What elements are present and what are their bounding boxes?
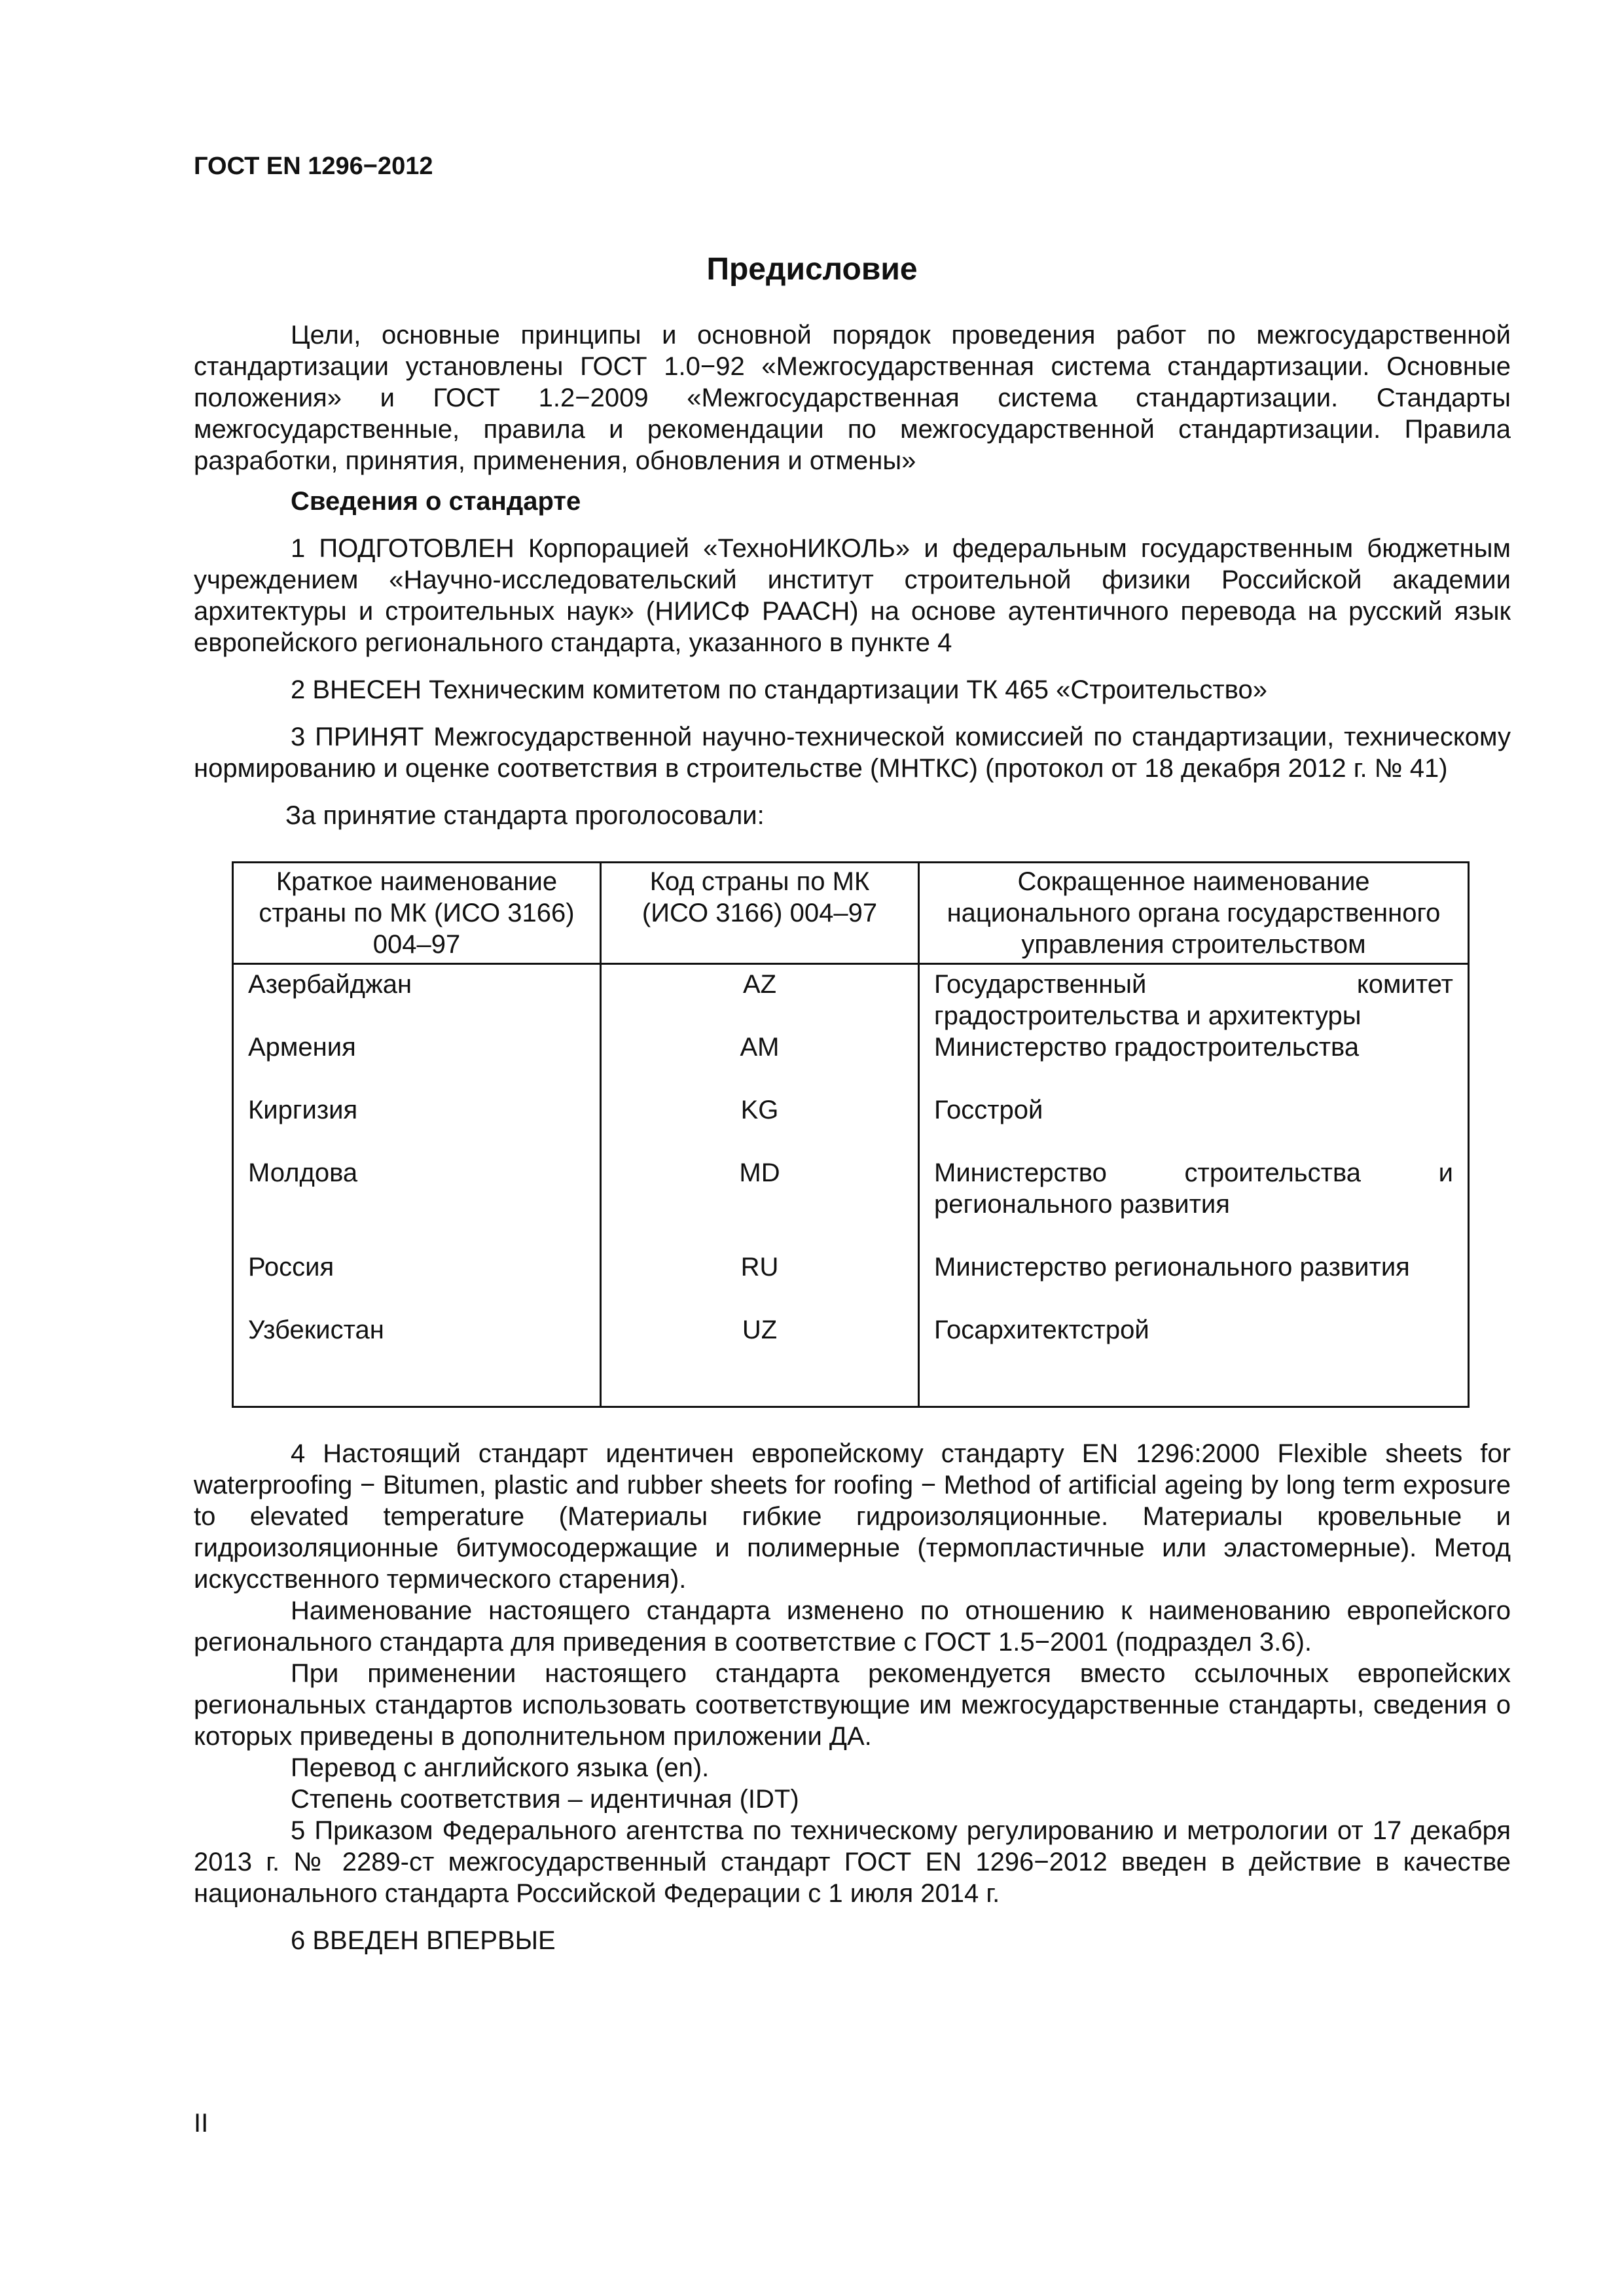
section-heading: Сведения о стандарте bbox=[291, 487, 581, 516]
table-row bbox=[233, 1314, 1469, 1407]
table-row bbox=[233, 1157, 1469, 1251]
country-cell: Молдова bbox=[233, 1157, 601, 1251]
degree-line: Степень соответствия – идентичная (IDT) bbox=[291, 1785, 799, 1814]
translation-line: Перевод с английского языка (en). bbox=[291, 1753, 710, 1782]
member-states-table bbox=[232, 861, 1470, 1408]
item-6-paragraph: 6 ВВЕДЕН ВПЕРВЫЕ bbox=[291, 1926, 556, 1955]
code-cell: UZ bbox=[601, 1314, 919, 1407]
page-number: II bbox=[194, 2109, 209, 2138]
header-body: Сокращенное наименование национального органа государственного управления строительством bbox=[919, 863, 1469, 964]
table-row bbox=[233, 964, 1469, 1032]
references-paragraph: При применении настоящего стандарта рекомендуется вместо ссылочных европейских региональных стандартов использовать соответствующие им межгосударственные стандарты, сведения о которых приведены в дополнительном приложении ДА. bbox=[194, 1659, 1511, 1751]
item-1-paragraph: 1 ПОДГОТОВЛЕН Корпорацией «ТехноНИКОЛЬ» и федеральным государственным бюджетным учреждением «Научно-исследовательский институт строительной физики Российской академии архитектуры и строительных наук» (НИИСФ РААСН) на основе аутентичного перевода на русский язык европейского регионального стандарта, указанного в пункте 4 bbox=[194, 534, 1511, 657]
item-2-paragraph: 2 ВНЕСЕН Техническим комитетом по стандартизации ТК 465 «Строительство» bbox=[291, 675, 1267, 704]
header-country: Краткое наименование страны по МК (ИСО 3166) 004–97 bbox=[233, 863, 601, 964]
vote-line: За принятие стандарта проголосовали: bbox=[285, 801, 765, 830]
body-cell: Министерство градостроительства bbox=[919, 1031, 1469, 1094]
code-cell: AZ bbox=[601, 964, 919, 1032]
body-cell: Госархитектстрой bbox=[919, 1314, 1469, 1407]
code-cell: AM bbox=[601, 1031, 919, 1094]
country-cell: Армения bbox=[233, 1031, 601, 1094]
country-cell: Азербайджан bbox=[233, 964, 601, 1032]
name-change-paragraph: Наименование настоящего стандарта изменено по отношению к наименованию европейского регионального стандарта для приведения в соответствие с ГОСТ 1.5−2001 (подраздел 3.6). bbox=[194, 1596, 1511, 1657]
body-cell: Госстрой bbox=[919, 1094, 1469, 1157]
country-cell: Киргизия bbox=[233, 1094, 601, 1157]
table-row bbox=[233, 1251, 1469, 1314]
table-row bbox=[233, 1094, 1469, 1157]
table-header-row bbox=[233, 863, 1469, 964]
intro-paragraph: Цели, основные принципы и основной порядок проведения работ по межгосударственной стандартизации установлены ГОСТ 1.0−92 «Межгосударственная система стандартизации. Основные положения» и ГОСТ 1.2−2009 «Межгосударственная система стандартизации. Стандарты межгосударственные, правила и рекомендации по межгосударственной стандартизации. Правила разработки, принятия, применения, обновления и отмены» bbox=[194, 321, 1511, 475]
code-cell: MD bbox=[601, 1157, 919, 1251]
document-header: ГОСТ EN 1296−2012 bbox=[194, 152, 433, 180]
page-title: Предисловие bbox=[706, 252, 918, 287]
item-4-paragraph: 4 Настоящий стандарт идентичен европейскому стандарту EN 1296:2000 Flexible sheets for waterproofing − Bitumen, plastic and rubber sheets for roofing − Method of artificial ageing by long term exposure to elevated temperature (Материалы гибкие гидроизоляционные. Материалы кровельные и гидроизоляционные битумосодержащие и полимерные (термопластичные или эластомерные). Метод искусственного термического старения). bbox=[194, 1439, 1511, 1594]
table-row bbox=[233, 1031, 1469, 1094]
item-3-paragraph: 3 ПРИНЯТ Межгосударственной научно-технической комиссией по стандартизации, техническому нормированию и оценке соответствия в строительстве (МНТКС) (протокол от 18 декабря 2012 г. № 41) bbox=[194, 723, 1511, 783]
code-cell: RU bbox=[601, 1251, 919, 1314]
country-cell: Россия bbox=[233, 1251, 601, 1314]
code-cell: KG bbox=[601, 1094, 919, 1157]
foreword-content bbox=[194, 319, 1511, 1956]
body-cell: Государственный комитет градостроительства и архитектуры bbox=[919, 964, 1469, 1032]
country-cell: Узбекистан bbox=[233, 1314, 601, 1407]
header-code: Код страны по МК (ИСО 3166) 004–97 bbox=[601, 863, 919, 964]
item-5-paragraph: 5 Приказом Федерального агентства по техническому регулированию и метрологии от 17 декабря 2013 г. № 2289-ст межгосударственный стандарт ГОСТ EN 1296−2012 введен в действие в качестве национального стандарта Российской Федерации с 1 июля 2014 г. bbox=[194, 1816, 1511, 1908]
body-cell: Министерство регионального развития bbox=[919, 1251, 1469, 1314]
body-cell: Министерство строительства и регионального развития bbox=[919, 1157, 1469, 1251]
